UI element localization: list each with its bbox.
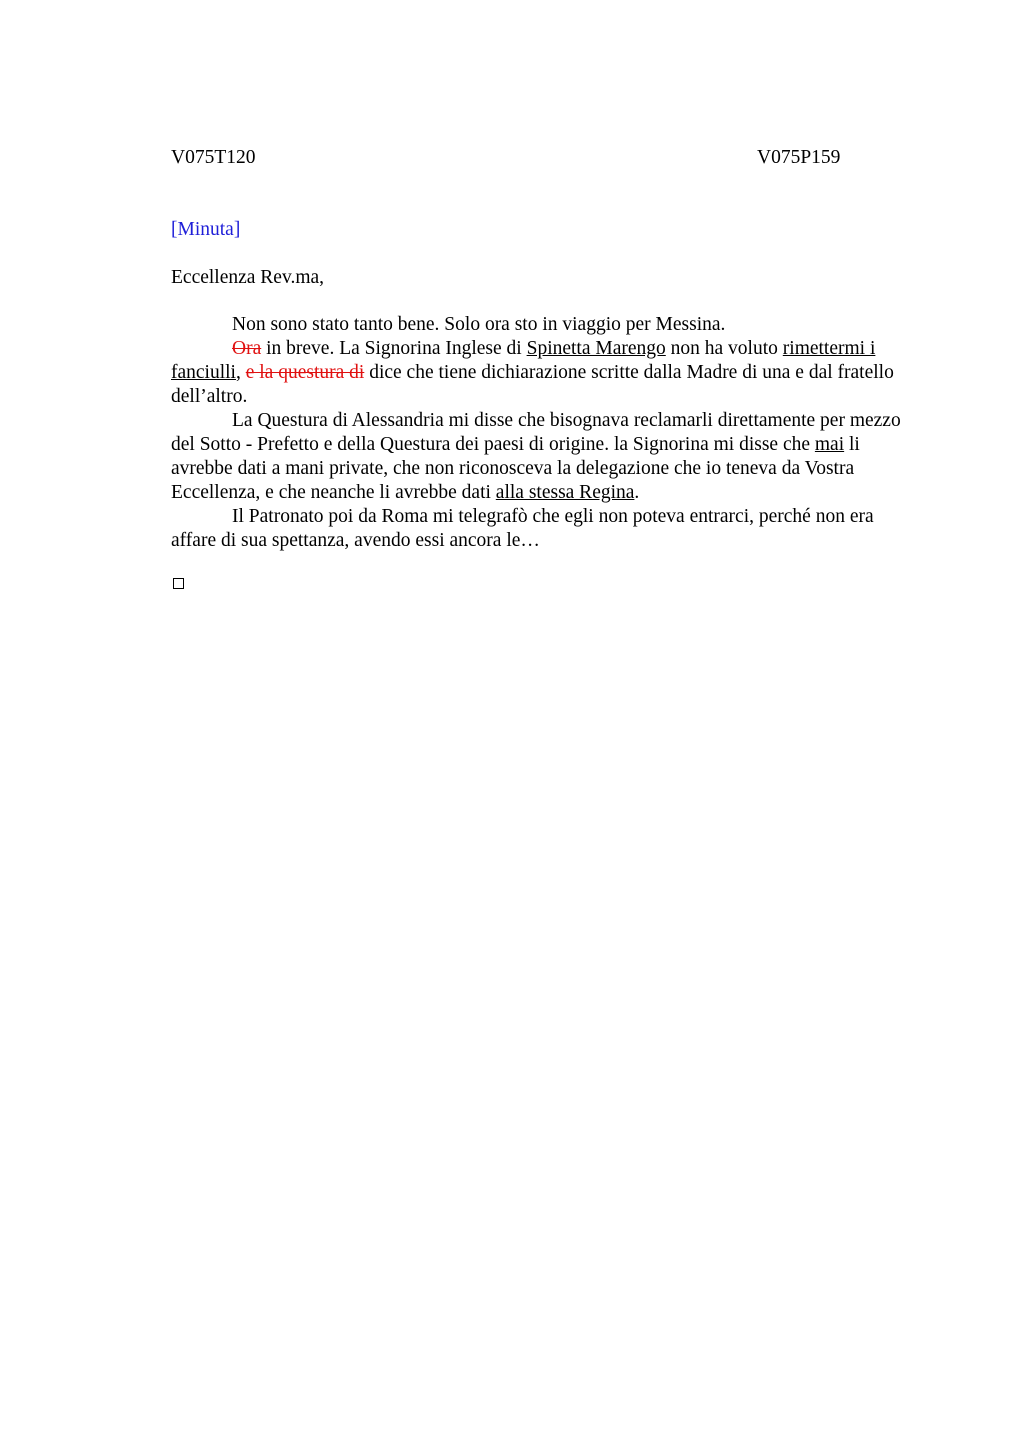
paragraph-2	[171, 337, 921, 409]
paragraph-2-text: ,	[235, 362, 246, 383]
paragraph-4-text: Il Patronato poi da Roma mi telegrafò che egli non poteva entrarci, perché non era affare di sua spettanza, avendo essi ancora le…	[171, 506, 874, 551]
underlined-text: Spinetta Marengo	[526, 338, 666, 359]
empty-square-icon	[173, 578, 184, 589]
paragraph-3	[171, 409, 921, 505]
deleted-text: Ora	[232, 338, 262, 359]
deleted-text: e la questura di	[245, 362, 365, 383]
salutation: Eccellenza Rev.ma,	[171, 267, 325, 288]
paragraph-2-text: dice che tiene dichiarazione scritte dalla Madre di una e dal fratello dell’altro.	[171, 362, 894, 407]
document-code-right: V075P159	[757, 147, 841, 168]
paragraph-3-text: La Questura di Alessandria mi disse che bisognava reclamarli direttamente per mezzo del Sotto - Prefetto e della Questura dei paesi di origine. la Signorina mi disse che	[171, 410, 901, 455]
paragraph-2-text: in breve. La Signorina Inglese di	[261, 338, 527, 359]
paragraph-1-text: Non sono stato tanto bene. Solo ora sto in viaggio per Messina.	[232, 314, 726, 335]
underlined-text: rimettermi i fanciulli	[171, 338, 876, 383]
paragraph-4	[171, 505, 921, 553]
minuta-label: [Minuta]	[171, 219, 241, 240]
underlined-text: alla stessa Regina	[495, 482, 635, 503]
paragraph-2-text: non ha voluto	[665, 338, 783, 359]
document-code-left: V075T120	[171, 147, 256, 168]
paragraph-3-text: li avrebbe dati a mani private, che non riconosceva la delegazione che io teneva da Vostra Eccellenza, e che neanche li avrebbe dati	[171, 434, 860, 503]
underlined-text: mai	[814, 434, 845, 455]
letter-body	[171, 313, 921, 553]
paragraph-1	[171, 313, 921, 337]
paragraph-3-text: .	[634, 482, 640, 503]
